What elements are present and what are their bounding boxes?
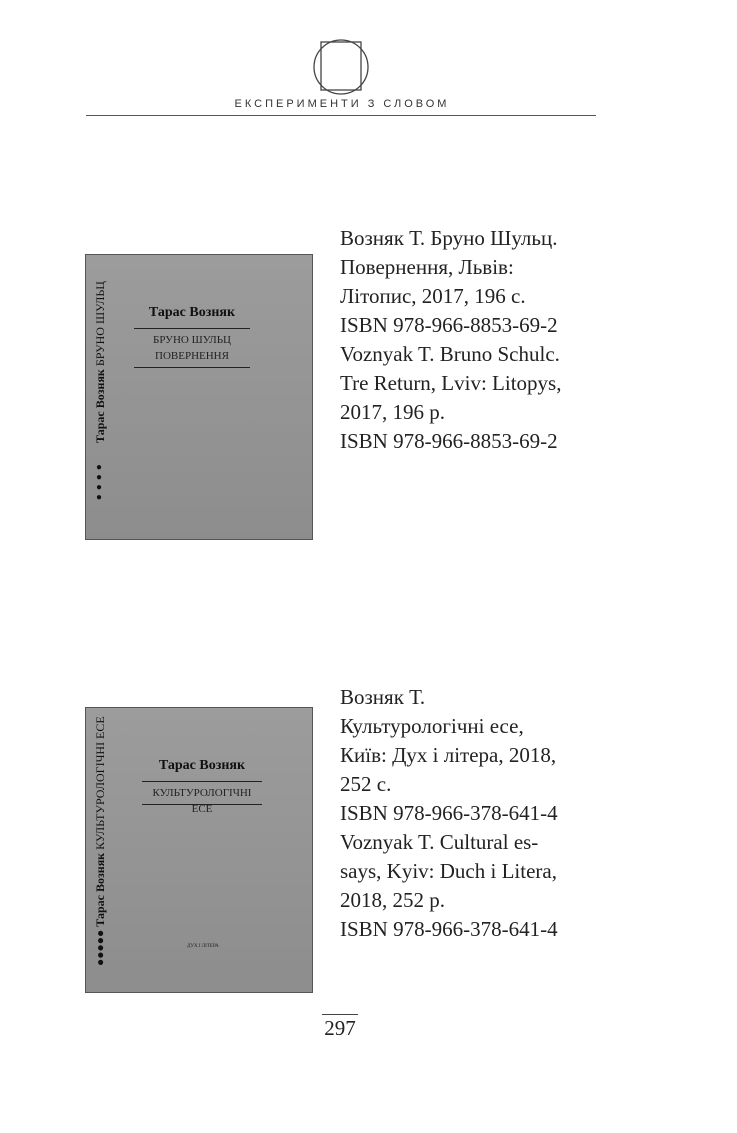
cover-author: Тарас Возняк: [158, 758, 246, 773]
book-entry: [340, 224, 640, 456]
spine-author: Тарас Возняк: [93, 369, 107, 443]
cover-spine-text: [93, 281, 108, 443]
cover-publisher: ДУХ І ЛІТЕРА: [187, 944, 219, 949]
book-cover-cultural-essays: [85, 707, 313, 993]
book-entry: [340, 683, 640, 944]
entry-line: Возняк Т. Бруно Шульц.: [340, 226, 558, 250]
book-cover-bruno-schulz: [85, 254, 313, 540]
cover-title: [134, 332, 250, 364]
entry-line: ISBN 978-966-8853-69-2: [340, 313, 558, 337]
entry-line: Повернення, Львів:: [340, 255, 514, 279]
entry-line: Київ: Дух і літера, 2018,: [340, 743, 557, 767]
spine-dots: ●●●●●: [93, 929, 107, 966]
cover-title-line: КУЛЬТУРОЛОГІЧНІ ЕСЕ: [152, 787, 252, 815]
page-number: 297: [322, 1014, 358, 1041]
cover-title: [142, 785, 262, 817]
cover-title-line: БРУНО ШУЛЬЦ: [153, 334, 231, 346]
spine-title: КУЛЬТУРОЛОГІЧНІ ЕСЕ: [93, 716, 107, 850]
cover-rule: [134, 367, 250, 368]
cover-author: Тарас Возняк: [148, 305, 236, 320]
entry-line: 252 с.: [340, 772, 392, 796]
cover-rule: [134, 328, 250, 329]
cover-dots: ●●●●: [96, 462, 104, 503]
entry-line: Voznyak T. Bruno Schulc.: [340, 342, 560, 366]
spine-title: БРУНО ШУЛЬЦ: [93, 281, 107, 367]
entry-line: 2017, 196 p.: [340, 400, 445, 424]
entry-line: says, Kyiv: Duch i Litera,: [340, 859, 557, 883]
cover-title-line: ПОВЕРНЕННЯ: [155, 350, 229, 362]
entry-line: Voznyak T. Cultural es-: [340, 830, 539, 854]
entry-line: ISBN 978-966-378-641-4: [340, 917, 558, 941]
entry-line: 2018, 252 p.: [340, 888, 445, 912]
entry-line: Tre Return, Lviv: Litopys,: [340, 371, 562, 395]
entry-line: Культурологічні есе,: [340, 714, 524, 738]
circle-square-logo-icon: [311, 38, 371, 96]
cover-rule: [142, 781, 262, 782]
entry-line: ISBN 978-966-378-641-4: [340, 801, 558, 825]
entry-line: Возняк Т.: [340, 685, 426, 709]
cover-spine-text: [93, 716, 108, 966]
header-divider: [86, 115, 596, 116]
entry-line: ISBN 978-966-8853-69-2: [340, 429, 558, 453]
cover-rule: [142, 804, 262, 805]
entry-line: Літопис, 2017, 196 с.: [340, 284, 526, 308]
running-head: ЕКСПЕРИМЕНТИ З СЛОВОМ: [234, 98, 450, 110]
spine-author: Тарас Возняк: [93, 852, 107, 927]
